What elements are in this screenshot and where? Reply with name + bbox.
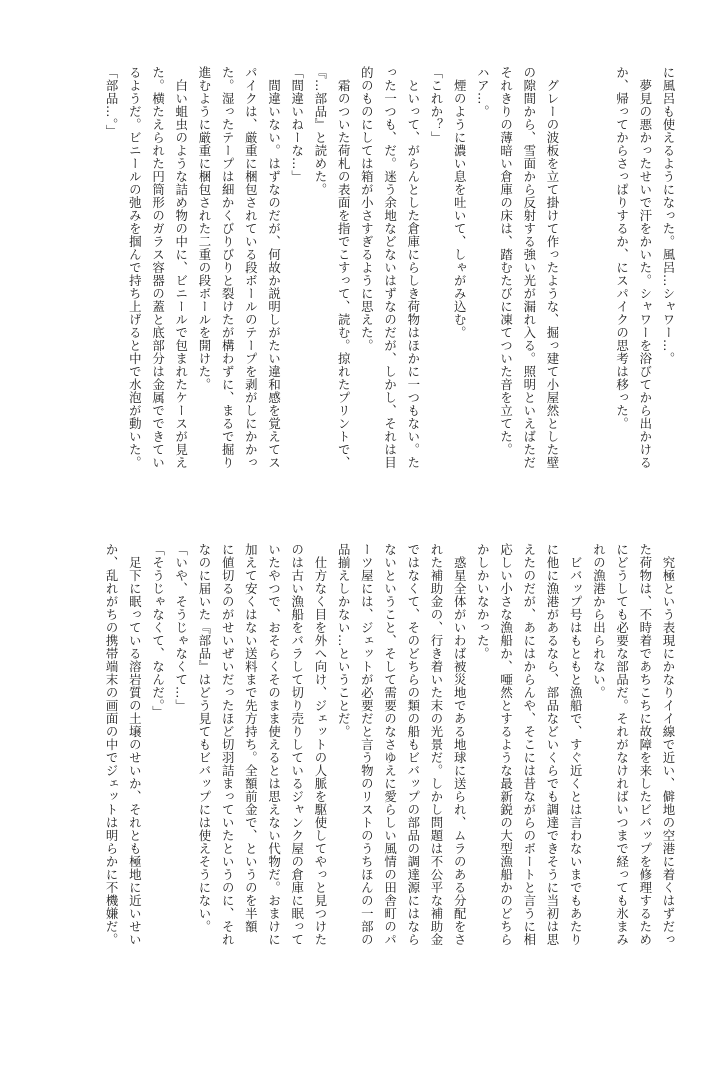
text-line: えたのだが、あにはからんや、そこには昔ながらのボートと言うに相	[521, 543, 537, 946]
text-line: か、帰ってからさっぱりするか、にスパイクの思考は移った。	[614, 66, 630, 430]
text-line: るようだ。ビニールの弛みを掴んで持ち上げると中で水泡が動いた。	[127, 66, 143, 469]
text-line: ビバップ号はもともと漁船で、すぐ近くとは言わないまでもあたり	[568, 543, 584, 946]
text-line: に値切るのがせいぜいだったほど切羽詰まっていたというのに、それ	[220, 543, 236, 946]
text-line: ではなくて、そのどちらの類の船もビバップの部品の調達源にはなら	[405, 543, 421, 946]
text-block-top	[80, 66, 680, 526]
text-line: パイクは、厳重に梱包されている段ボールのテープを剥がしにかかっ	[243, 66, 259, 469]
text-line: 煙のように濃い息を吐いて、しゃがみ込む。	[452, 66, 468, 339]
text-line: 『…部品』と読めた。	[312, 66, 328, 196]
text-line: といって、がらんとした倉庫にらしき荷物はほかに一つもない。た	[405, 66, 421, 469]
text-line: の隙間から、雪面から反射する強い光が漏れ入る。照明といえばただ	[521, 66, 537, 469]
text-line: 究極という表現にかなりイイ線で近い、僻地の空港に着くはずだっ	[661, 543, 676, 946]
text-line: 足下に眠っている溶岩質の土壌のせいか、それとも極地に近いせい	[127, 543, 143, 946]
text-line: れの漁港から出られない。	[591, 543, 607, 699]
text-line: かしかいなかった。	[475, 543, 491, 660]
text-line: 「いや、そうじゃなくて…」	[173, 543, 189, 712]
text-block-bottom	[80, 543, 680, 1003]
text-line: 霜のついた荷札の表面を指でこすって、読む。掠れたプリントで、	[336, 66, 352, 469]
text-line: 「間違いねーな…」	[289, 66, 305, 183]
text-line: のは古い漁船をバラして切り売りしているジャンク屋の倉庫に眠って	[289, 543, 305, 946]
text-line: か、乱れがちの携帯端末の画面の中でジェットは明らかに不機嫌だ。	[104, 543, 120, 946]
text-line: 「これか？」	[428, 66, 444, 144]
text-line: いたやつで、おそらくそのまま使えるとは思えない代物だ。おまけに	[266, 543, 282, 946]
text-line: た。湿ったテープは細かくびりびりと裂けたが構わずに、まるで掘り	[220, 66, 236, 469]
text-line: に他に漁港があるなら、部品などいくらでも調達できそうに当初は思	[544, 543, 560, 946]
text-line: れた補助金の、行き着いた末の光景だ。しかし問題は不公平な補助金	[428, 543, 444, 946]
text-line: 進むように厳重に梱包された二重の段ボールを開けた。	[196, 66, 212, 391]
text-line	[587, 66, 610, 526]
text-line: 白い蛆虫のような詰め物の中に、ビニールで包まれたケースが見え	[173, 66, 189, 469]
text-line: にどうしても必要な部品だ。それがなければいつまで経っても氷まみ	[614, 543, 630, 946]
text-line: 夢見の悪かったせいで汗をかいた。シャワーを浴びてから出かける	[637, 66, 653, 469]
text-line: それきりの薄暗い倉庫の床は、踏むたびに凍てついた音を立てた。	[498, 66, 514, 456]
text-line: 仕方なく目を外へ向け、ジェットの人脈を駆使してやっと見つけた	[312, 543, 328, 946]
text-line: 品揃えしかない…ということだ。	[336, 543, 352, 738]
text-line: グレーの波板を立て掛けて作ったような、掘っ建て小屋然とした壁	[544, 66, 560, 469]
text-line	[564, 66, 587, 526]
text-line: ーツ屋には、ジェットが必要だと言う物のリストのうちほんの一部の	[359, 543, 375, 946]
text-line: ないということ、そして需要のなさゆえに愛らしい風情の田舎町のパ	[382, 543, 398, 946]
text-line: た荷物は、不時着であちこちに故障を来したビバップを修理するため	[637, 543, 653, 946]
text-line: 「そうじゃなくて、なんだ。」	[150, 543, 166, 719]
text-line: った一つも、だ。迷う余地などないはずなのだが、しかし、それは目	[382, 66, 398, 469]
text-line: に風呂も使えるようになった。風呂…シャワー…。	[661, 66, 676, 365]
text-line: 惑星全体がいわば被災地である地球に送られ、ムラのある分配をさ	[452, 543, 468, 946]
text-line: ハア…。	[475, 66, 491, 118]
text-line: 「部品…。」	[104, 66, 120, 138]
text-line: 加えて安くはない送料まで先方持ち。全額前金で、というのを半額	[243, 543, 259, 933]
text-line: 間違いない。はずなのだが、何故か説明しがたい違和感を覚えてス	[266, 66, 282, 469]
text-line: 的のものにしては箱が小さすぎるように思えた。	[359, 66, 375, 352]
text-line: 応しい小さな漁船か、唖然とするような最新鋭の大型漁船かのどちら	[498, 543, 514, 946]
text-line: なのに届いた『部品』はどう見てもビバップには使えそうにない。	[196, 543, 212, 933]
text-line: た。横たえられた円筒形のガラス容器の蓋と底部分は金属でできてい	[150, 66, 166, 469]
